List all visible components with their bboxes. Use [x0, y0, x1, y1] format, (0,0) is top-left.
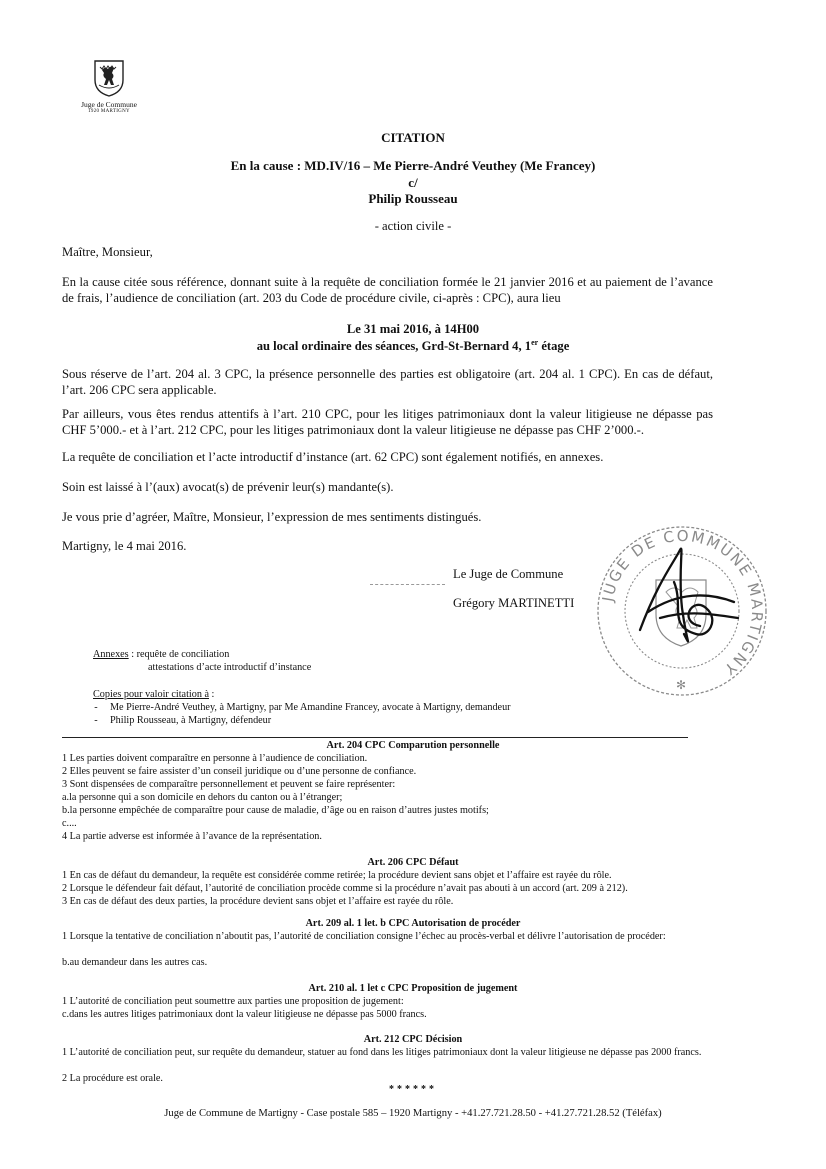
official-stamp-icon	[588, 522, 776, 700]
copies-label-suffix: :	[209, 689, 215, 700]
paragraph-articles: Par ailleurs, vous êtes rendus attentifs à l’art. 210 CPC, pour les litiges patrimoniaux dont la valeur litigieuse ne dépasse pas CHF 5’000.- et à l’art. 212 CPC, pour les litiges patrimoniaux dont la valeur litigieuse ne dépasse pas CHF 2’000.-.	[62, 407, 713, 437]
article-206-line: 2 Lorsque le défendeur fait défaut, l’autorité de conciliation procède comme si la procédure n’avait pas abouti à un accord (art. 209 à 212).	[62, 883, 628, 894]
intro-paragraph: En la cause citée sous référence, donnant suite à la requête de conciliation formée le 21 janvier 2016 et au paiement de l’avance de frais, l’audience de conciliation (art. 203 du Code de procédure civile, ci-après : CPC), aura lieu	[62, 275, 713, 305]
article-210-line: 1 L’autorité de conciliation peut soumettre aux parties une proposition de jugement:	[62, 996, 404, 1007]
letterhead	[70, 58, 148, 115]
article-209-title: Art. 209 al. 1 let. b CPC Autorisation de procéder	[305, 918, 521, 929]
footer-contact: Juge de Commune de Martigny - Case postale 585 – 1920 Martigny - +41.27.721.28.50 - +41.27.721.28.52 (Téléfax)	[164, 1108, 662, 1119]
org-place: 1920 MARTIGNY	[88, 109, 130, 114]
article-209-paragraph: 1 Lorsque la tentative de conciliation n’aboutit pas, l’autorité de conciliation consigne l’échec au procès-verbal et délivre l’autorisation de procéder:	[62, 931, 666, 942]
article-206-line: 3 En cas de défaut des deux parties, la procédure devient sans objet et l’affaire est rayée du rôle.	[62, 896, 454, 907]
case-reference: En la cause : MD.IV/16 – Me Pierre-André Veuthey (Me Francey)	[230, 158, 596, 173]
hearing-location	[0, 338, 826, 354]
article-212-paragraph: 1 L’autorité de conciliation peut, sur requête du demandeur, statuer au fond dans les litiges patrimoniaux dont la valeur litigieuse ne dépasse pas 2000 francs.	[62, 1047, 702, 1058]
copies-bullet: -	[94, 702, 98, 713]
article-210-line: c.dans les autres litiges patrimoniaux dont la valeur litigieuse ne dépasse pas 5000 francs.	[62, 1009, 427, 1020]
annexes-item-2: attestations d’acte introductif d’instance	[148, 662, 312, 673]
document-title: CITATION	[381, 130, 445, 145]
copies-item	[82, 702, 511, 715]
closing-formula: Je vous prie d’agréer, Maître, Monsieur, l’expression de mes sentiments distingués.	[62, 510, 482, 524]
article-206-title: Art. 206 CPC Défaut	[367, 857, 459, 868]
article-212-title: Art. 212 CPC Décision	[363, 1034, 463, 1045]
article-204-line: 1 Les parties doivent comparaître en personne à l’audience de conciliation.	[62, 753, 368, 764]
copies-bullet: -	[94, 715, 98, 726]
stamp-ring-text: JUGE DE COMMUNE MARTIGNY	[598, 526, 767, 680]
article-209-line: b.au demandeur dans les autres cas.	[62, 957, 208, 968]
hearing-floor-sup: er	[531, 338, 539, 347]
signer-role: Le Juge de Commune	[453, 567, 564, 581]
hearing-floor: étage	[538, 339, 570, 354]
copies-label: Copies pour valoir citation à	[93, 689, 209, 700]
coat-of-arms-logo	[92, 58, 126, 98]
article-204-title: Art. 204 CPC Comparution personnelle	[326, 740, 500, 751]
article-212-line: 2 La procédure est orale.	[62, 1073, 163, 1084]
article-204-line: 2 Elles peuvent se faire assister d’un conseil juridique ou d’une personne de confiance.	[62, 766, 417, 777]
article-210-title: Art. 210 al. 1 let c CPC Proposition de jugement	[308, 983, 518, 994]
article-206-line: 1 En cas de défaut du demandeur, la requête est considérée comme retirée; la procédure devient sans objet et l’affaire est rayée du rôle.	[62, 870, 612, 881]
copies-item	[82, 715, 271, 728]
salutation: Maître, Monsieur,	[62, 245, 153, 259]
article-204-line: 4 La partie adverse est informée à l’avance de la représentation.	[62, 831, 322, 842]
place-and-date: Martigny, le 4 mai 2016.	[62, 539, 187, 553]
copies-item-text: Me Pierre-André Veuthey, à Martigny, par Me Amandine Francey, avocate à Martigny, demandeur	[110, 702, 511, 713]
hearing-place: au local ordinaire des séances, Grd-St-Bernard 4, 1	[256, 339, 532, 354]
paragraph-presence: Sous réserve de l’art. 204 al. 3 CPC, la présence personnelle des parties est obligatoire (art. 204 al. 1 CPC). En cas de défaut, l’art. 206 CPC sera applicable.	[62, 367, 713, 397]
case-subject: - action civile -	[374, 219, 452, 233]
article-204-line: c....	[62, 818, 77, 829]
annexes-item-1: : requête de conciliation	[128, 649, 230, 660]
annexes-line-1	[93, 649, 229, 662]
article-204-line: b.la personne empêchée de comparaître pour cause de maladie, d’âge ou en raison d’autres justes motifs;	[62, 805, 489, 816]
copies-heading	[93, 689, 214, 702]
defendant-name: Philip Rousseau	[368, 191, 458, 206]
footer-stars: ******	[389, 1084, 437, 1095]
article-204-line: 3 Sont dispensées de comparaître personnellement et peuvent se faire représenter:	[62, 779, 396, 790]
signature-line	[370, 584, 445, 585]
paragraph-mandants: Soin est laissé à l’(aux) avocat(s) de prévenir leur(s) mandante(s).	[62, 480, 394, 494]
org-name: Juge de Commune	[81, 100, 137, 109]
article-204-line: a.la personne qui a son domicile en dehors du canton ou à l’étranger;	[62, 792, 343, 803]
svg-text:✻: ✻	[676, 678, 687, 692]
hearing-date: Le 31 mai 2016, à 14H00	[346, 322, 480, 336]
versus-mark: c/	[408, 175, 418, 190]
paragraph-notification: La requête de conciliation et l’acte introductif d’instance (art. 62 CPC) sont également notifiés, en annexes.	[62, 450, 604, 464]
signer-name: Grégory MARTINETTI	[453, 596, 575, 610]
section-divider	[62, 737, 688, 738]
annexes-label: Annexes	[93, 649, 129, 660]
copies-item-text: Philip Rousseau, à Martigny, défendeur	[110, 715, 272, 726]
